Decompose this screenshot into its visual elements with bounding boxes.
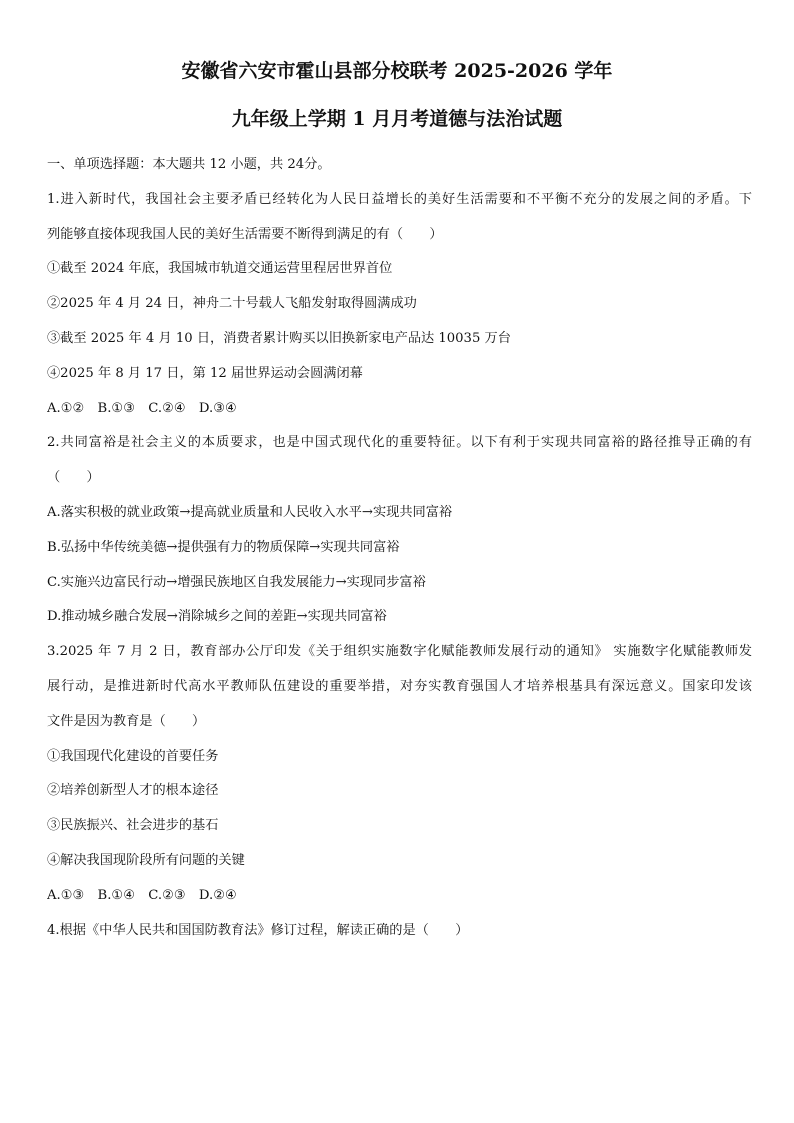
question-3-stem-line-3: 文件是因为教育是（ ） [47,713,206,729]
exam-title-line-2: 九年级上学期 1 月月考道德与法治试题 [231,108,563,130]
exam-title-line-1: 安徽省六安市霍山县部分校联考 2025-2026 学年 [181,60,613,82]
question-1-item-2: ②2025 年 4 月 24 日，神舟二十号载人飞船发射取得圆满成功 [47,296,417,312]
question-1-stem-line-2: 列能够直接体现我国人民的美好生活需要不断得到满足的有（ ） [47,226,443,242]
question-1-item-4: ④2025 年 8 月 17 日，第 12 届世界运动会圆满闭幕 [47,365,363,381]
question-1 [47,183,752,427]
question-2-option-a: A.落实积极的就业政策→提高就业质量和人民收入水平→实现共同富裕 [47,504,453,520]
question-2-option-d: D.推动城乡融合发展→消除城乡之间的差距→实现共同富裕 [47,609,387,625]
question-3-item-1: ①我国现代化建设的首要任务 [47,748,219,764]
question-3-item-2: ②培养创新型人才的根本途径 [47,783,219,799]
question-2-stem-line-2: （ ） [47,470,100,486]
question-3 [47,635,752,913]
question-3-stem-line-2: 展行动，是推进新时代高水平教师队伍建设的重要举措，对夯实教育强国人才培养根基具有深远意义。国家印发该 [47,678,752,694]
question-2-option-c: C.实施兴边富民行动→增强民族地区自我发展能力→实现同步富裕 [47,574,426,590]
exam-body [47,148,752,948]
question-2-stem-line-1: 2.共同富裕是社会主义的本质要求，也是中国式现代化的重要特征。以下有利于实现共同富裕的路径推导正确的有 [47,435,752,451]
question-2 [47,426,752,635]
question-3-options: A.①③ B.①④ C.②③ D.②④ [47,887,237,903]
question-4 [47,914,752,949]
question-1-options: A.①② B.①③ C.②④ D.③④ [47,400,237,416]
question-1-stem-line-1: 1.进入新时代，我国社会主要矛盾已经转化为人民日益增长的美好生活需要和不平衡不充分的发展之间的矛盾。下 [47,191,752,207]
question-3-stem-line-1: 3.2025 年 7 月 2 日，教育部办公厅印发《关于组织实施数字化赋能教师发展行动的通知》 实施数字化赋能教师发 [47,644,752,660]
question-3-item-4: ④解决我国现阶段所有问题的关键 [47,852,245,868]
question-3-item-3: ③民族振兴、社会进步的基石 [47,818,219,834]
section-heading: 一、单项选择题：本大题共 12 小题，共 24分。 [47,157,331,172]
question-1-item-3: ③截至 2025 年 4 月 10 日，消费者累计购买以旧换新家电产品达 10035 万台 [47,330,511,346]
question-1-item-1: ①截至 2024 年底，我国城市轨道交通运营里程居世界首位 [47,261,393,277]
question-2-option-b: B.弘扬中华传统美德→提供强有力的物质保障→实现共同富裕 [47,539,400,555]
question-4-stem-line-1: 4.根据《中华人民共和国国防教育法》修订过程，解读正确的是（ ） [47,922,469,938]
